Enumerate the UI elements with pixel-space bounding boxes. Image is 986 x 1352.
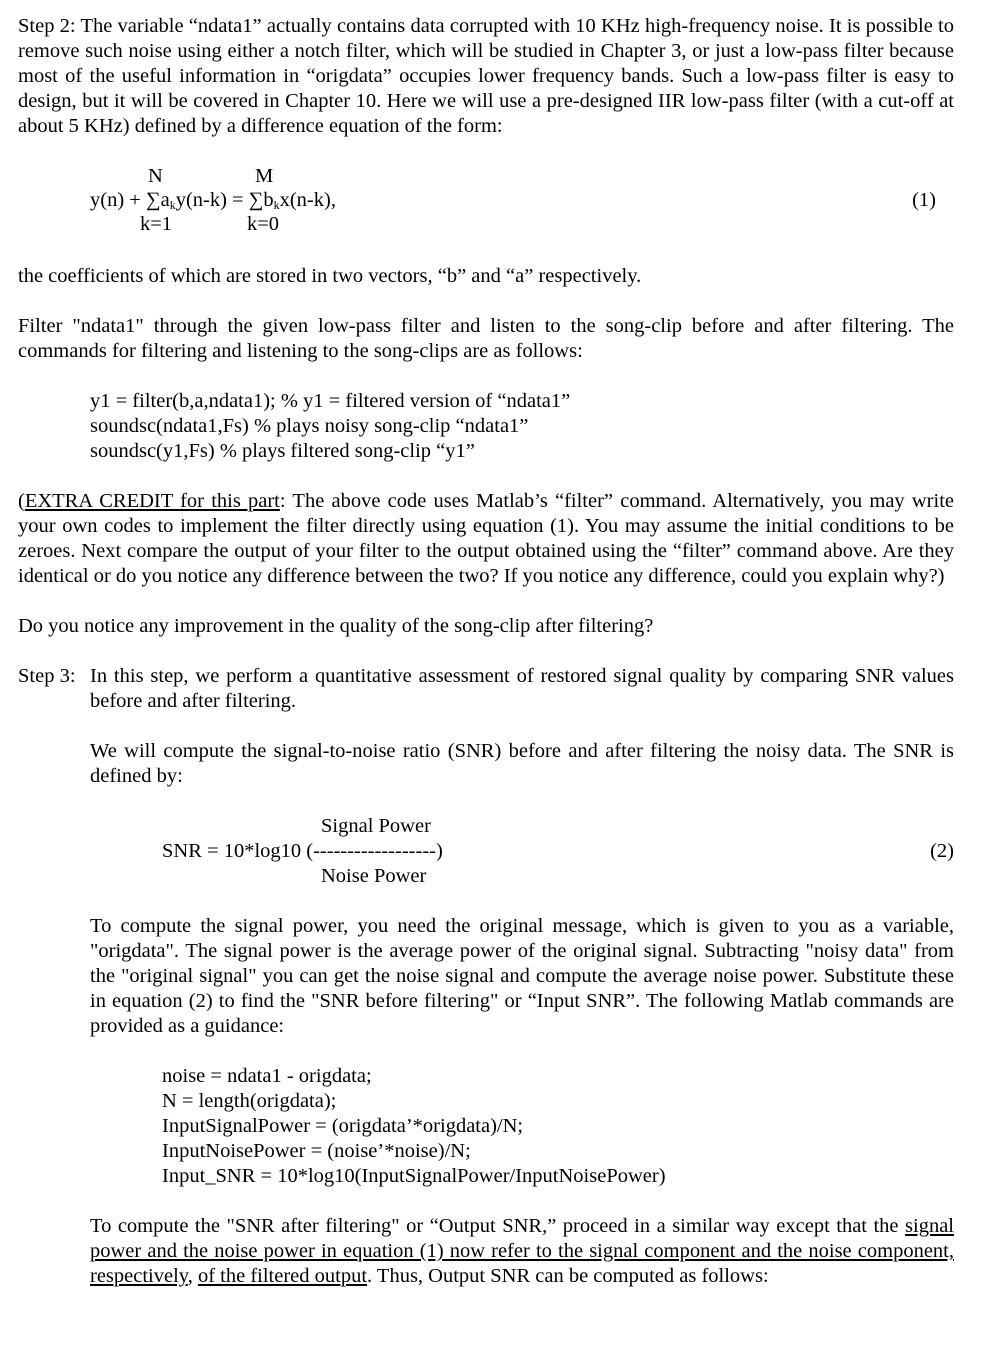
equation-sub-k-a: k [169,198,176,212]
equation-mid: y(n-k) = ∑b [175,189,274,211]
output-snr-underlined-2: of the filtered output [197,1265,368,1287]
equation-rhs: x(n-k), [279,189,336,211]
snr-equation-main: SNR = 10*log10 (------------------) [162,840,443,862]
output-snr-underlined-1: signal power and the noise power in equation (1) now refer to the signal component and the noise component, respectively [90,1215,954,1287]
sum-lower-limit-1: k=1 [140,213,173,235]
snr-intro: We will compute the signal-to-noise ratio (SNR) before and after filtering the noisy data. The SNR is defined by: [90,740,954,787]
step3-section [18,664,954,1289]
code-line: InputNoisePower = (noise’*noise)/N; [162,1140,471,1162]
sum-upper-limit-m: M [255,165,274,187]
code-line: InputSignalPower = (origdata’*origdata)/N; [162,1115,524,1137]
code-line: Input_SNR = 10*log10(InputSignalPower/InputNoisePower) [162,1165,666,1187]
sum-lower-limit-0: k=0 [247,213,280,235]
code-line: soundsc(y1,Fs) % plays filtered song-clip “y1” [90,440,475,462]
extra-credit-lead: ( [18,490,25,512]
sum-upper-limit-n: N [148,165,163,187]
output-snr-tail: . Thus, Output SNR can be computed as follows: [367,1265,769,1287]
code-line: noise = ndata1 - origdata; [162,1065,372,1087]
coefficients-text: the coefficients of which are stored in two vectors, “b” and “a” respectively. [18,265,642,287]
difference-equation [18,164,954,239]
step3-label: Step 3: [18,665,76,687]
extra-credit-body: : The above code uses Matlab’s “filter” command. Alternatively, you may write your own codes to implement the filter directly using equation (1). You may assume the initial conditions to be zeroes. Next compare the output of your filter to the output obtained using the “filter” command above. Are they identical or do you notice any difference between the two? If you notice any difference, could you explain why?) [18,490,954,587]
filter-instructions: Filter "ndata1" through the given low-pass filter and listen to the song-clip before and after filtering. The commands for filtering and listening to the song-clips are as follows: [18,315,954,362]
snr-equation [90,814,954,889]
step3-intro: In this step, we perform a quantitative assessment of restored signal quality by comparing SNR values before and after filtering. [90,665,954,712]
output-snr-comma: , [187,1265,198,1287]
extra-credit-label: EXTRA CREDIT for this part [24,490,280,512]
snr-numerator: Signal Power [321,815,431,837]
output-snr-lead: To compute the "SNR after filtering" or “Output SNR,” proceed in a similar way except that the [90,1215,906,1237]
matlab-code-block-2 [162,1064,954,1189]
document-page [18,14,954,1289]
snr-denominator: Noise Power [321,865,427,887]
output-snr-paragraph [90,1214,954,1289]
code-line: soundsc(ndata1,Fs) % plays noisy song-clip “ndata1” [90,415,529,437]
equation-1-number: (1) [912,189,936,211]
code-line: y1 = filter(b,a,ndata1); % y1 = filtered version of “ndata1” [90,390,571,412]
signal-power-paragraph: To compute the signal power, you need the original message, which is given to you as a variable, "origdata". The signal power is the average power of the original signal. Subtracting "noisy data" from the "original signal" you can get the noise signal and compute the average noise power. Substitute these in equation (2) to find the "SNR before filtering" or “Input SNR”. The following Matlab commands are provided as a guidance: [90,915,954,1037]
equation-2-number: (2) [930,840,954,862]
equation-sub-k-b: k [273,198,280,212]
matlab-code-block-1 [90,389,954,464]
extra-credit-paragraph [18,489,954,589]
improvement-question: Do you notice any improvement in the quality of the song-clip after filtering? [18,615,654,637]
equation-main-line [90,188,336,213]
equation-lhs: y(n) + ∑a [90,189,170,211]
step2-paragraph: Step 2: The variable “ndata1” actually contains data corrupted with 10 KHz high-frequency noise. It is possible to remove such noise using either a notch filter, which will be studied in Chapter 3, or just a low-pass filter because most of the useful information in “origdata” occupies lower frequency bands. Such a low-pass filter is easy to design, but it will be covered in Chapter 10. Here we will use a pre-designed IIR low-pass filter (with a cut-off at about 5 KHz) defined by a difference equation of the form: [18,15,954,137]
code-line: N = length(origdata); [162,1090,337,1112]
